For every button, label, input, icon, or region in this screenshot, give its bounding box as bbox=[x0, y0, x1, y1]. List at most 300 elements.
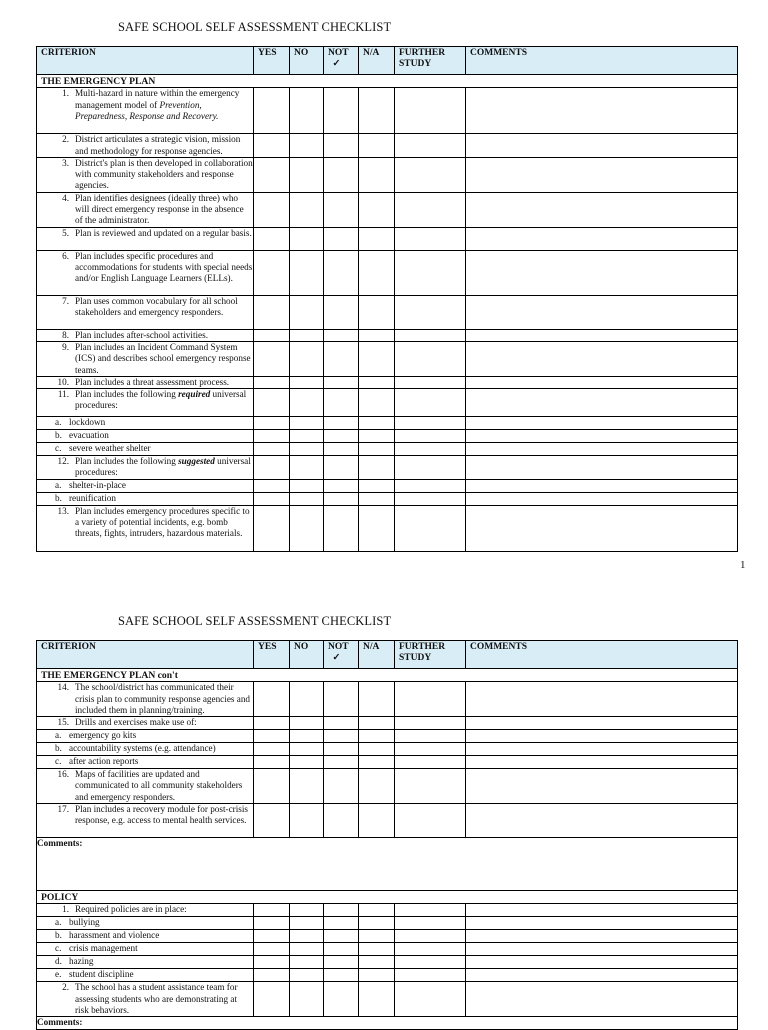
sub-item-letter: c. bbox=[55, 443, 62, 454]
not-cell[interactable] bbox=[324, 134, 359, 158]
item-text: Plan identifies designees (ideally three) who will direct emergency response in the absence of the administrator. bbox=[75, 192, 244, 226]
not-cell[interactable] bbox=[324, 417, 359, 430]
na-cell[interactable] bbox=[359, 295, 395, 329]
na-cell[interactable] bbox=[359, 134, 395, 158]
no-cell[interactable] bbox=[290, 376, 324, 388]
item-text: reunification bbox=[69, 492, 116, 503]
further-study-cell[interactable] bbox=[395, 769, 466, 804]
na-cell[interactable] bbox=[359, 329, 395, 341]
further-study-cell[interactable] bbox=[395, 192, 466, 227]
yes-cell[interactable] bbox=[254, 930, 290, 943]
comments-cell[interactable] bbox=[466, 295, 738, 329]
comments-cell[interactable] bbox=[466, 376, 738, 388]
checkmark-icon: ✓ bbox=[332, 59, 341, 69]
item-text: hazing bbox=[69, 956, 94, 967]
further-study-cell[interactable] bbox=[395, 682, 466, 717]
comments-cell[interactable] bbox=[466, 982, 738, 1017]
further-study-cell[interactable] bbox=[395, 730, 466, 743]
comments-cell[interactable] bbox=[466, 430, 738, 443]
further-study-cell[interactable] bbox=[395, 417, 466, 430]
item-text: harassment and violence bbox=[69, 930, 160, 941]
not-cell[interactable] bbox=[324, 982, 359, 1017]
yes-cell[interactable] bbox=[254, 756, 290, 769]
comments-row bbox=[37, 1017, 738, 1029]
no-cell[interactable] bbox=[290, 88, 324, 134]
table-row bbox=[37, 682, 738, 717]
not-cell[interactable] bbox=[324, 930, 359, 943]
item-text-emphasis: required bbox=[178, 389, 211, 400]
header-further-study: FURTHER STUDY bbox=[395, 641, 466, 669]
not-cell[interactable] bbox=[324, 917, 359, 930]
comments-box[interactable] bbox=[37, 1017, 738, 1029]
no-cell[interactable] bbox=[290, 227, 324, 250]
na-cell[interactable] bbox=[359, 917, 395, 930]
item-number: 11. bbox=[57, 389, 69, 400]
item-text-italic: Prevention, Preparedness, Response and Recovery. bbox=[75, 99, 219, 121]
section-row bbox=[37, 75, 738, 88]
section-title: THE EMERGENCY PLAN bbox=[37, 75, 738, 88]
table-row bbox=[37, 227, 738, 250]
no-cell[interactable] bbox=[290, 250, 324, 295]
no-cell[interactable] bbox=[290, 717, 324, 730]
yes-cell[interactable] bbox=[254, 505, 290, 551]
no-cell[interactable] bbox=[290, 389, 324, 417]
not-cell[interactable] bbox=[324, 804, 359, 838]
item-text: accountability systems (e.g. attendance) bbox=[69, 743, 216, 754]
comments-cell[interactable] bbox=[466, 250, 738, 295]
no-cell[interactable] bbox=[290, 930, 324, 943]
further-study-cell[interactable] bbox=[395, 88, 466, 134]
item-text: lockdown bbox=[69, 417, 106, 428]
further-study-cell[interactable] bbox=[395, 943, 466, 956]
na-cell[interactable] bbox=[359, 769, 395, 804]
item-text: Maps of facilities are updated and communicated to all community stakeholders and emergency responders. bbox=[75, 769, 243, 802]
sub-item-letter: a. bbox=[55, 417, 62, 428]
not-cell[interactable] bbox=[324, 329, 359, 341]
not-cell[interactable] bbox=[324, 505, 359, 551]
item-number: 8. bbox=[62, 329, 69, 340]
no-cell[interactable] bbox=[290, 492, 324, 505]
comments-cell[interactable] bbox=[466, 157, 738, 192]
yes-cell[interactable] bbox=[254, 430, 290, 443]
na-cell[interactable] bbox=[359, 956, 395, 969]
sub-item-letter: b. bbox=[55, 743, 62, 754]
na-cell[interactable] bbox=[359, 250, 395, 295]
item-text: universal procedures: bbox=[75, 389, 247, 411]
comments-box[interactable] bbox=[37, 838, 738, 891]
section-title: POLICY bbox=[37, 891, 738, 904]
further-study-cell[interactable] bbox=[395, 443, 466, 456]
sub-item-letter: a. bbox=[55, 730, 62, 741]
table-row bbox=[37, 756, 738, 769]
header-comments: COMMENTS bbox=[466, 641, 738, 669]
comments-cell[interactable] bbox=[466, 682, 738, 717]
item-number: 2. bbox=[62, 134, 69, 145]
further-study-cell[interactable] bbox=[395, 804, 466, 838]
item-text: The school has a student assistance team for assessing students who are demonstrating at risk behaviors. bbox=[75, 982, 238, 1015]
comments-cell[interactable] bbox=[466, 341, 738, 376]
no-cell[interactable] bbox=[290, 756, 324, 769]
no-cell[interactable] bbox=[290, 443, 324, 456]
no-cell[interactable] bbox=[290, 969, 324, 982]
yes-cell[interactable] bbox=[254, 956, 290, 969]
not-cell[interactable] bbox=[324, 341, 359, 376]
yes-cell[interactable] bbox=[254, 295, 290, 329]
not-cell[interactable] bbox=[324, 492, 359, 505]
comments-cell[interactable] bbox=[466, 943, 738, 956]
page-1-title: SAFE SCHOOL SELF ASSESSMENT CHECKLIST bbox=[118, 20, 392, 34]
header-row bbox=[37, 641, 738, 669]
yes-cell[interactable] bbox=[254, 443, 290, 456]
table-row bbox=[37, 88, 738, 134]
na-cell[interactable] bbox=[359, 227, 395, 250]
na-cell[interactable] bbox=[359, 969, 395, 982]
comments-cell[interactable] bbox=[466, 192, 738, 227]
not-cell[interactable] bbox=[324, 730, 359, 743]
na-cell[interactable] bbox=[359, 341, 395, 376]
item-text: shelter-in-place bbox=[69, 479, 126, 490]
na-cell[interactable] bbox=[359, 904, 395, 917]
item-text: Required policies are in place: bbox=[75, 904, 187, 915]
section-row bbox=[37, 669, 738, 682]
not-cell[interactable] bbox=[324, 682, 359, 717]
table-row bbox=[37, 430, 738, 443]
table-row bbox=[37, 717, 738, 730]
item-number: 17. bbox=[57, 804, 69, 815]
further-study-cell[interactable] bbox=[395, 982, 466, 1017]
table-row bbox=[37, 376, 738, 388]
further-study-cell[interactable] bbox=[395, 295, 466, 329]
header-row bbox=[37, 47, 738, 75]
not-cell[interactable] bbox=[324, 956, 359, 969]
further-study-cell[interactable] bbox=[395, 969, 466, 982]
further-study-cell[interactable] bbox=[395, 157, 466, 192]
comments-cell[interactable] bbox=[466, 505, 738, 551]
item-text: severe weather shelter bbox=[69, 443, 151, 454]
table-row bbox=[37, 730, 738, 743]
header-no: NO bbox=[290, 47, 324, 75]
na-cell[interactable] bbox=[359, 804, 395, 838]
sub-item-letter: c. bbox=[55, 943, 62, 954]
yes-cell[interactable] bbox=[254, 134, 290, 158]
item-text: The school/district has communicated their crisis plan to community response agencies and included them in planning/training. bbox=[75, 682, 251, 715]
not-cell[interactable] bbox=[324, 756, 359, 769]
no-cell[interactable] bbox=[290, 192, 324, 227]
item-text: Plan includes after-school activities. bbox=[75, 329, 208, 340]
comments-cell[interactable] bbox=[466, 443, 738, 456]
no-cell[interactable] bbox=[290, 329, 324, 341]
no-cell[interactable] bbox=[290, 943, 324, 956]
yes-cell[interactable] bbox=[254, 730, 290, 743]
header-not: NOT ✓ bbox=[324, 641, 359, 669]
table-row bbox=[37, 456, 738, 480]
na-cell[interactable] bbox=[359, 417, 395, 430]
not-cell[interactable] bbox=[324, 717, 359, 730]
na-cell[interactable] bbox=[359, 376, 395, 388]
yes-cell[interactable] bbox=[254, 682, 290, 717]
yes-cell[interactable] bbox=[254, 456, 290, 480]
no-cell[interactable] bbox=[290, 743, 324, 756]
comments-cell[interactable] bbox=[466, 88, 738, 134]
na-cell[interactable] bbox=[359, 505, 395, 551]
header-no: NO bbox=[290, 641, 324, 669]
item-number: 7. bbox=[62, 295, 69, 306]
item-text-emphasis: suggested bbox=[178, 456, 215, 467]
sub-item-letter: a. bbox=[55, 917, 62, 928]
na-cell[interactable] bbox=[359, 682, 395, 717]
not-cell[interactable] bbox=[324, 430, 359, 443]
item-text: Drills and exercises make use of: bbox=[75, 717, 197, 728]
na-cell[interactable] bbox=[359, 389, 395, 417]
comments-cell[interactable] bbox=[466, 904, 738, 917]
sub-item-letter: b. bbox=[55, 492, 62, 503]
header-na: N/A bbox=[359, 641, 395, 669]
yes-cell[interactable] bbox=[254, 917, 290, 930]
item-text: Plan includes emergency procedures specific to a variety of potential incidents, e.g. bomb threats, fights, intruders, hazardous materials. bbox=[75, 505, 250, 539]
item-text: universal procedures: bbox=[75, 456, 251, 478]
na-cell[interactable] bbox=[359, 192, 395, 227]
yes-cell[interactable] bbox=[254, 341, 290, 376]
yes-cell[interactable] bbox=[254, 982, 290, 1017]
yes-cell[interactable] bbox=[254, 389, 290, 417]
no-cell[interactable] bbox=[290, 134, 324, 158]
further-study-cell[interactable] bbox=[395, 430, 466, 443]
not-cell[interactable] bbox=[324, 227, 359, 250]
yes-cell[interactable] bbox=[254, 227, 290, 250]
comments-label: Comments: bbox=[37, 1017, 83, 1028]
item-number: 2. bbox=[62, 982, 69, 993]
table-row bbox=[37, 917, 738, 930]
no-cell[interactable] bbox=[290, 157, 324, 192]
header-criterion: CRITERION bbox=[37, 641, 254, 669]
no-cell[interactable] bbox=[290, 956, 324, 969]
item-number: 10. bbox=[57, 376, 69, 387]
not-cell[interactable] bbox=[324, 479, 359, 492]
table-row bbox=[37, 804, 738, 838]
not-cell[interactable] bbox=[324, 904, 359, 917]
table-row bbox=[37, 956, 738, 969]
no-cell[interactable] bbox=[290, 682, 324, 717]
further-study-cell[interactable] bbox=[395, 376, 466, 388]
not-cell[interactable] bbox=[324, 88, 359, 134]
comments-cell[interactable] bbox=[466, 456, 738, 480]
na-cell[interactable] bbox=[359, 430, 395, 443]
comments-cell[interactable] bbox=[466, 417, 738, 430]
table-row bbox=[37, 389, 738, 417]
item-number: 1. bbox=[62, 88, 69, 99]
table-row bbox=[37, 341, 738, 376]
further-study-cell[interactable] bbox=[395, 329, 466, 341]
comments-cell[interactable] bbox=[466, 917, 738, 930]
further-study-cell[interactable] bbox=[395, 389, 466, 417]
further-study-cell[interactable] bbox=[395, 505, 466, 551]
no-cell[interactable] bbox=[290, 982, 324, 1017]
comments-cell[interactable] bbox=[466, 730, 738, 743]
sub-item-letter: a. bbox=[55, 479, 62, 490]
not-cell[interactable] bbox=[324, 389, 359, 417]
not-cell[interactable] bbox=[324, 157, 359, 192]
item-text: Plan includes specific procedures and accommodations for students with special needs and/or English Language Learners (ELLs). bbox=[75, 250, 253, 284]
item-text: after action reports bbox=[69, 756, 139, 767]
item-number: 13. bbox=[57, 505, 69, 516]
na-cell[interactable] bbox=[359, 492, 395, 505]
comments-cell[interactable] bbox=[466, 956, 738, 969]
yes-cell[interactable] bbox=[254, 804, 290, 838]
item-text: evacuation bbox=[69, 430, 109, 441]
table-row bbox=[37, 943, 738, 956]
not-cell[interactable] bbox=[324, 969, 359, 982]
yes-cell[interactable] bbox=[254, 192, 290, 227]
item-number: 12. bbox=[57, 456, 69, 467]
not-cell[interactable] bbox=[324, 769, 359, 804]
header-yes: YES bbox=[254, 641, 290, 669]
further-study-cell[interactable] bbox=[395, 904, 466, 917]
item-text: Plan uses common vocabulary for all school stakeholders and emergency responders. bbox=[75, 295, 238, 317]
item-number: 15. bbox=[57, 717, 69, 728]
item-text: Plan includes a recovery module for post-crisis response, e.g. access to mental health services. bbox=[75, 804, 248, 826]
table-row bbox=[37, 157, 738, 192]
no-cell[interactable] bbox=[290, 295, 324, 329]
no-cell[interactable] bbox=[290, 341, 324, 376]
item-number: 9. bbox=[62, 341, 69, 352]
not-cell[interactable] bbox=[324, 456, 359, 480]
further-study-cell[interactable] bbox=[395, 134, 466, 158]
no-cell[interactable] bbox=[290, 417, 324, 430]
further-study-cell[interactable] bbox=[395, 492, 466, 505]
no-cell[interactable] bbox=[290, 505, 324, 551]
comments-cell[interactable] bbox=[466, 804, 738, 838]
yes-cell[interactable] bbox=[254, 943, 290, 956]
item-number: 16. bbox=[57, 769, 69, 780]
not-cell[interactable] bbox=[324, 376, 359, 388]
item-text: Plan is reviewed and updated on a regular basis. bbox=[75, 227, 252, 238]
na-cell[interactable] bbox=[359, 982, 395, 1017]
table-row bbox=[37, 250, 738, 295]
comments-row bbox=[37, 838, 738, 891]
item-text: District's plan is then developed in collaboration with community stakeholders and response agencies. bbox=[75, 157, 253, 191]
further-study-cell[interactable] bbox=[395, 956, 466, 969]
section-title: THE EMERGENCY PLAN con't bbox=[37, 669, 738, 682]
no-cell[interactable] bbox=[290, 917, 324, 930]
further-study-cell[interactable] bbox=[395, 756, 466, 769]
no-cell[interactable] bbox=[290, 904, 324, 917]
na-cell[interactable] bbox=[359, 730, 395, 743]
further-study-cell[interactable] bbox=[395, 456, 466, 480]
yes-cell[interactable] bbox=[254, 479, 290, 492]
na-cell[interactable] bbox=[359, 456, 395, 480]
further-study-cell[interactable] bbox=[395, 743, 466, 756]
sub-item-letter: b. bbox=[55, 430, 62, 441]
no-cell[interactable] bbox=[290, 479, 324, 492]
comments-cell[interactable] bbox=[466, 930, 738, 943]
not-cell[interactable] bbox=[324, 192, 359, 227]
further-study-cell[interactable] bbox=[395, 717, 466, 730]
table-row bbox=[37, 479, 738, 492]
comments-cell[interactable] bbox=[466, 756, 738, 769]
comments-cell[interactable] bbox=[466, 743, 738, 756]
na-cell[interactable] bbox=[359, 157, 395, 192]
item-number: 3. bbox=[62, 157, 69, 168]
yes-cell[interactable] bbox=[254, 376, 290, 388]
checklist-table-page-2 bbox=[36, 640, 738, 1030]
table-row bbox=[37, 134, 738, 158]
yes-cell[interactable] bbox=[254, 329, 290, 341]
further-study-cell[interactable] bbox=[395, 250, 466, 295]
yes-cell[interactable] bbox=[254, 717, 290, 730]
item-number: 14. bbox=[57, 682, 69, 693]
sub-item-letter: b. bbox=[55, 930, 62, 941]
table-row bbox=[37, 443, 738, 456]
comments-cell[interactable] bbox=[466, 227, 738, 250]
yes-cell[interactable] bbox=[254, 417, 290, 430]
item-text: crisis management bbox=[69, 943, 138, 954]
no-cell[interactable] bbox=[290, 730, 324, 743]
not-cell[interactable] bbox=[324, 943, 359, 956]
na-cell[interactable] bbox=[359, 443, 395, 456]
section-row bbox=[37, 891, 738, 904]
no-cell[interactable] bbox=[290, 769, 324, 804]
comments-cell[interactable] bbox=[466, 969, 738, 982]
no-cell[interactable] bbox=[290, 430, 324, 443]
further-study-cell[interactable] bbox=[395, 227, 466, 250]
comments-cell[interactable] bbox=[466, 134, 738, 158]
further-study-cell[interactable] bbox=[395, 341, 466, 376]
comments-cell[interactable] bbox=[466, 717, 738, 730]
comments-cell[interactable] bbox=[466, 389, 738, 417]
sub-item-letter: c. bbox=[55, 756, 62, 767]
na-cell[interactable] bbox=[359, 88, 395, 134]
yes-cell[interactable] bbox=[254, 904, 290, 917]
sub-item-letter: e. bbox=[55, 969, 62, 980]
not-cell[interactable] bbox=[324, 443, 359, 456]
na-cell[interactable] bbox=[359, 756, 395, 769]
page-number: 1 bbox=[740, 559, 746, 571]
comments-cell[interactable] bbox=[466, 329, 738, 341]
not-cell[interactable] bbox=[324, 743, 359, 756]
not-cell[interactable] bbox=[324, 295, 359, 329]
comments-cell[interactable] bbox=[466, 479, 738, 492]
comments-cell[interactable] bbox=[466, 769, 738, 804]
header-na: N/A bbox=[359, 47, 395, 75]
sub-item-letter: d. bbox=[55, 956, 62, 967]
not-cell[interactable] bbox=[324, 250, 359, 295]
item-text: Plan includes an Incident Command System (ICS) and describes school emergency response teams. bbox=[75, 341, 251, 375]
yes-cell[interactable] bbox=[254, 743, 290, 756]
no-cell[interactable] bbox=[290, 804, 324, 838]
header-not: NOT ✓ bbox=[324, 47, 359, 75]
na-cell[interactable] bbox=[359, 717, 395, 730]
yes-cell[interactable] bbox=[254, 88, 290, 134]
further-study-cell[interactable] bbox=[395, 917, 466, 930]
yes-cell[interactable] bbox=[254, 769, 290, 804]
yes-cell[interactable] bbox=[254, 157, 290, 192]
table-row bbox=[37, 505, 738, 551]
na-cell[interactable] bbox=[359, 743, 395, 756]
na-cell[interactable] bbox=[359, 479, 395, 492]
yes-cell[interactable] bbox=[254, 492, 290, 505]
further-study-cell[interactable] bbox=[395, 930, 466, 943]
yes-cell[interactable] bbox=[254, 969, 290, 982]
yes-cell[interactable] bbox=[254, 250, 290, 295]
item-text: Plan includes the following bbox=[75, 389, 179, 400]
table-row bbox=[37, 743, 738, 756]
na-cell[interactable] bbox=[359, 930, 395, 943]
na-cell[interactable] bbox=[359, 943, 395, 956]
comments-label: Comments: bbox=[37, 838, 83, 849]
no-cell[interactable] bbox=[290, 456, 324, 480]
further-study-cell[interactable] bbox=[395, 479, 466, 492]
comments-cell[interactable] bbox=[466, 492, 738, 505]
